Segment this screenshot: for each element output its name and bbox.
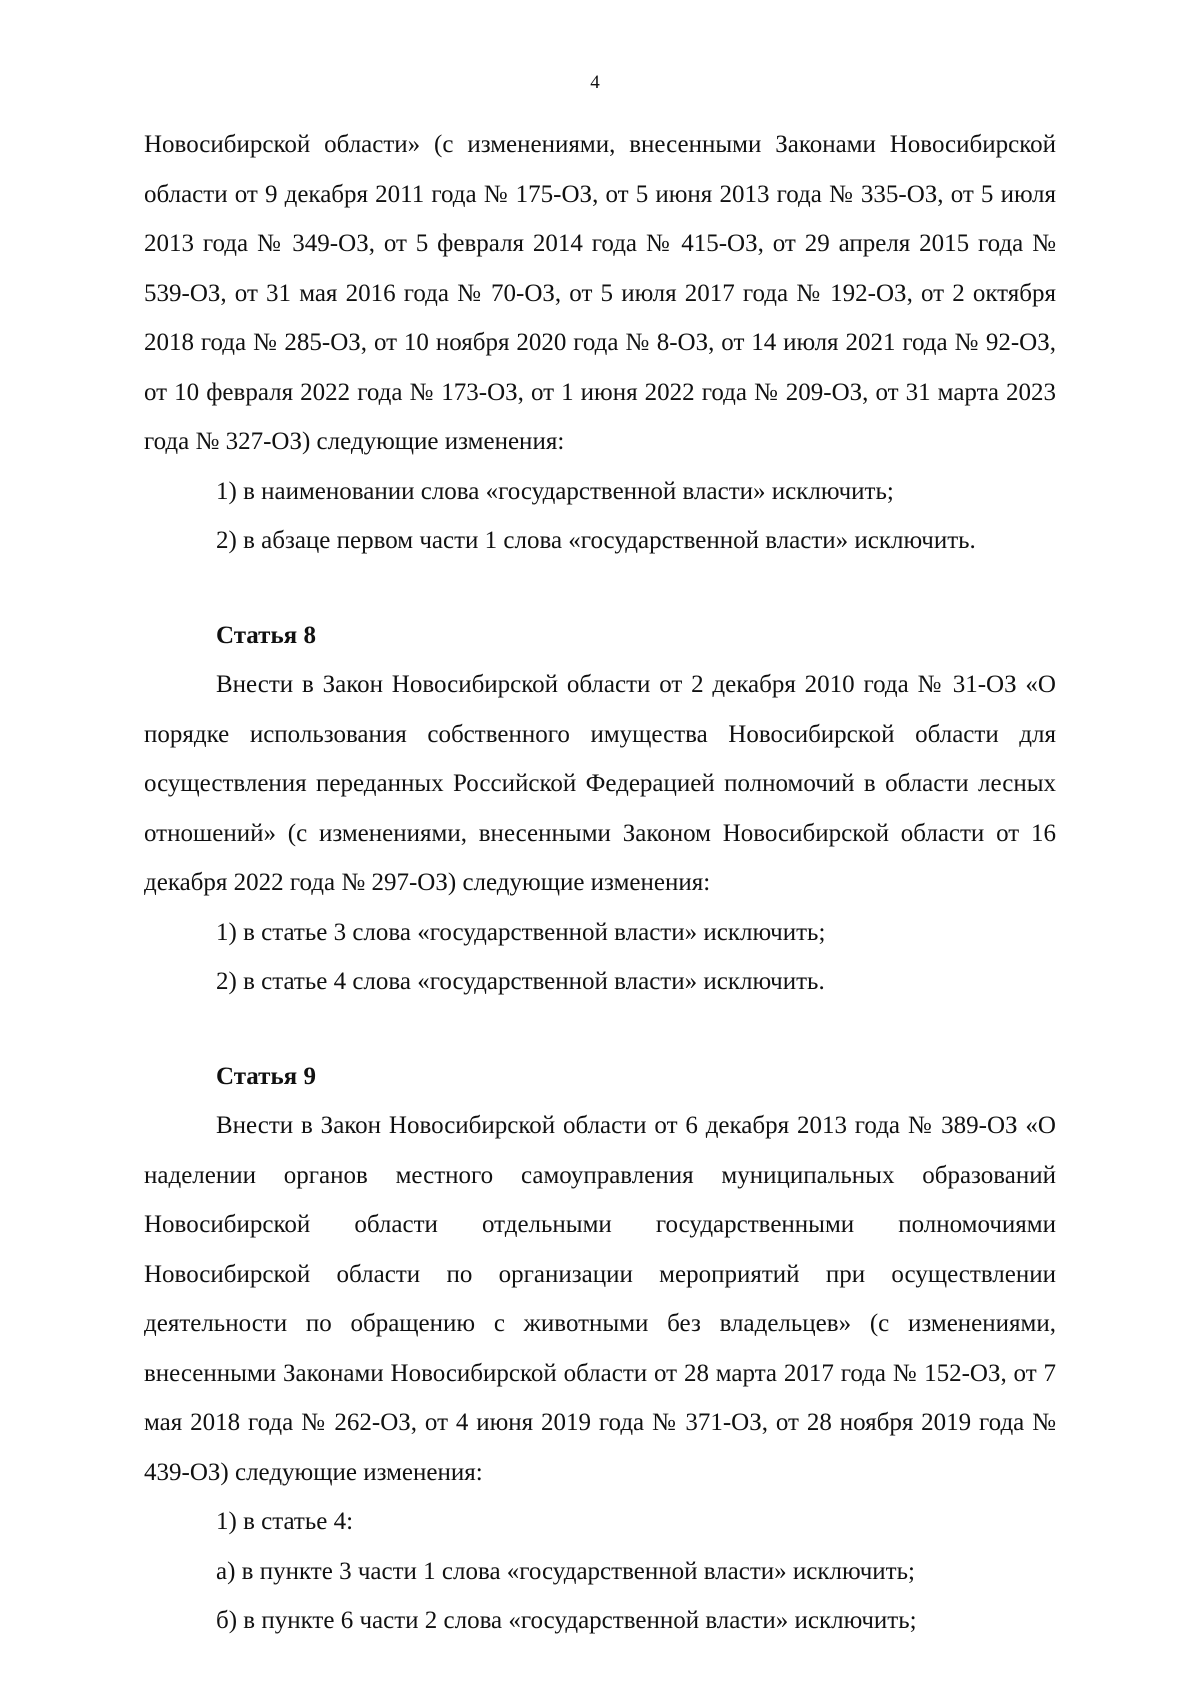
article-9-item-3: б) в пункте 6 части 2 слова «государственной власти» исключить; [216,1607,917,1634]
article-8-item-1: 1) в статье 3 слова «государственной власти» исключить; [216,918,826,946]
page-number: 4 [590,72,600,93]
article-8-intro: Внести в Закон Новосибирской области от 2 декабря 2010 года № 31-ОЗ «О порядке использования собственного имущества Новосибирской области для осуществления переданных Российской Федерацией полномочий в области лесных отношений» (с изменениями, внесенными Законом Новосибирской области от 16 декабря 2022 года № 297-ОЗ) следующие изменения: [144,671,1056,896]
article-8-heading: Статья 8 [216,621,316,649]
article-9-item-1: 1) в статье 4: [216,1508,354,1535]
article-8-item-2: 2) в статье 4 слова «государственной власти» исключить. [216,968,825,995]
document-body [144,120,1056,1646]
continued-item-1: 1) в наименовании слова «государственной власти» исключить; [216,477,894,505]
section-spacer [144,566,1056,611]
section-spacer [144,1007,1056,1052]
article-9-intro: Внести в Закон Новосибирской области от 6 декабря 2013 года № 389-ОЗ «О наделении органов местного самоуправления муниципальных образований Новосибирской области отдельными государственными полномочиями Новосибирской области по организации мероприятий при осуществлении деятельности по обращению с животными без владельцев» (с изменениями, внесенными Законами Новосибирской области от 28 марта 2017 года № 152-ОЗ, от 7 мая 2018 года № 262-ОЗ, от 4 июня 2019 года № 371-ОЗ, от 28 ноября 2019 года № 439-ОЗ) следующие изменения: [144,1112,1056,1486]
continued-paragraph: Новосибирской области» (с изменениями, внесенными Законами Новосибирской области от 9 декабря 2011 года № 175-ОЗ, от 5 июня 2013 года № 335-ОЗ, от 5 июля 2013 года № 349-ОЗ, от 5 февраля 2014 года № 415-ОЗ, от 29 апреля 2015 года № 539-ОЗ, от 31 мая 2016 года № 70-ОЗ, от 5 июля 2017 года № 192-ОЗ, от 2 октября 2018 года № 285-ОЗ, от 10 ноября 2020 года № 8-ОЗ, от 14 июля 2021 года № 92-ОЗ, от 10 февраля 2022 года № 173-ОЗ, от 1 июня 2022 года № 209-ОЗ, от 31 марта 2023 года № 327-ОЗ) следующие изменения: [144,131,1056,455]
article-9-item-2: а) в пункте 3 части 1 слова «государственной власти» исключить; [216,1557,915,1585]
continued-item-2: 2) в абзаце первом части 1 слова «государственной власти» исключить. [216,527,976,554]
article-9-heading: Статья 9 [216,1062,316,1090]
